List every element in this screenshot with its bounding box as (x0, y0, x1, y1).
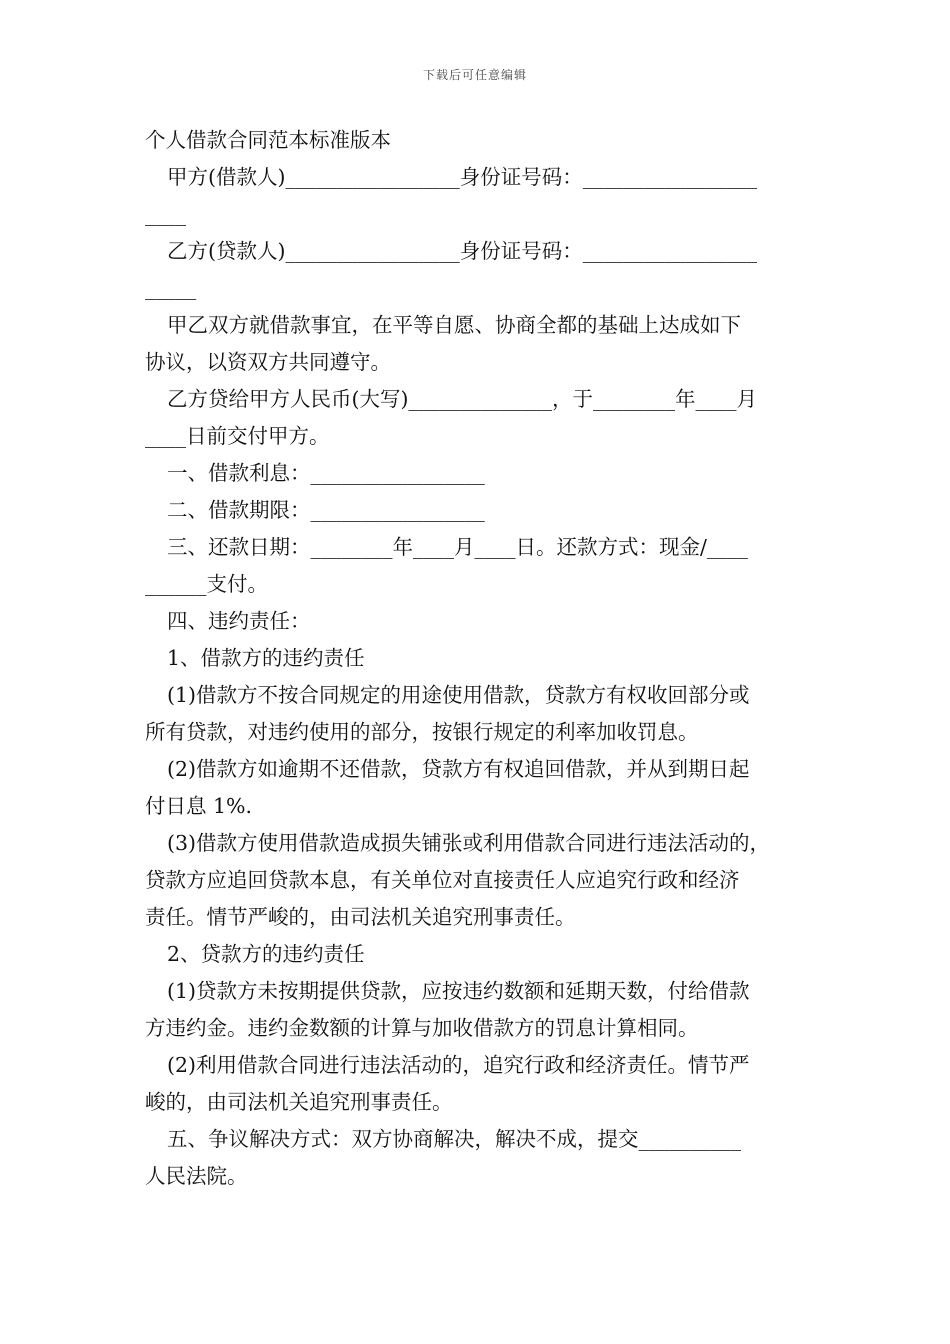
clause-interest: 一、借款利息：_________________ (167, 461, 485, 485)
document-title: 个人借款合同范本标准版本 (145, 128, 391, 152)
clause-dispute-resolution: 五、争议解决方式：双方协商解决，解决不成，提交__________ 人民法院。 (145, 1127, 741, 1188)
party-b-line: 乙方(贷款人)_________________身份证号码：_________________ _____ (145, 239, 757, 300)
borrower-liability-item-3: (3)借款方使用借款造成损失铺张或利用借款合同进行违法活动的， 贷款方应追回贷款本息，有关单位对直接责任人应追究行政和经济 责任。情节严峻的，由司法机关追究刑事责任。 (145, 831, 771, 929)
document-body (145, 122, 810, 1195)
loan-amount-paragraph: 乙方贷给甲方人民币(大写)______________，于________年____月 ____日前交付甲方。 (145, 387, 757, 448)
lender-liability-heading: 2、贷款方的违约责任 (167, 942, 365, 966)
page-header: 下载后可任意编辑 (422, 68, 527, 82)
lender-liability-item-2: (2)利用借款合同进行违法活动的，追究行政和经济责任。情节严 峻的，由司法机关追究刑事责任。 (145, 1053, 750, 1114)
clause-term: 二、借款期限：_________________ (167, 498, 485, 522)
party-a-line: 甲方(借款人)_________________身份证号码：_________________ ____ (145, 165, 757, 226)
clause-repayment: 三、还款日期：________年____月____日。还款方式：现金/____ ______支付。 (145, 535, 748, 596)
clause-liability-heading: 四、违约责任： (167, 609, 311, 633)
borrower-liability-item-1: (1)借款方不按合同规定的用途使用借款，贷款方有权收回部分或 所有贷款，对违约使用的部分，按银行规定的利率加收罚息。 (145, 683, 750, 744)
borrower-liability-item-2: (2)借款方如逾期不还借款，贷款方有权追回借款，并从到期日起 付日息 1%. (145, 757, 750, 818)
preamble-paragraph: 甲乙双方就借款事宜，在平等自愿、协商全都的基础上达成如下 协议，以资双方共同遵守。 (145, 313, 741, 374)
lender-liability-item-1: (1)贷款方未按期提供贷款，应按违约数额和延期天数，付给借款 方违约金。违约金数额的计算与加收借款方的罚息计算相同。 (145, 979, 750, 1040)
borrower-liability-heading: 1、借款方的违约责任 (167, 646, 365, 670)
